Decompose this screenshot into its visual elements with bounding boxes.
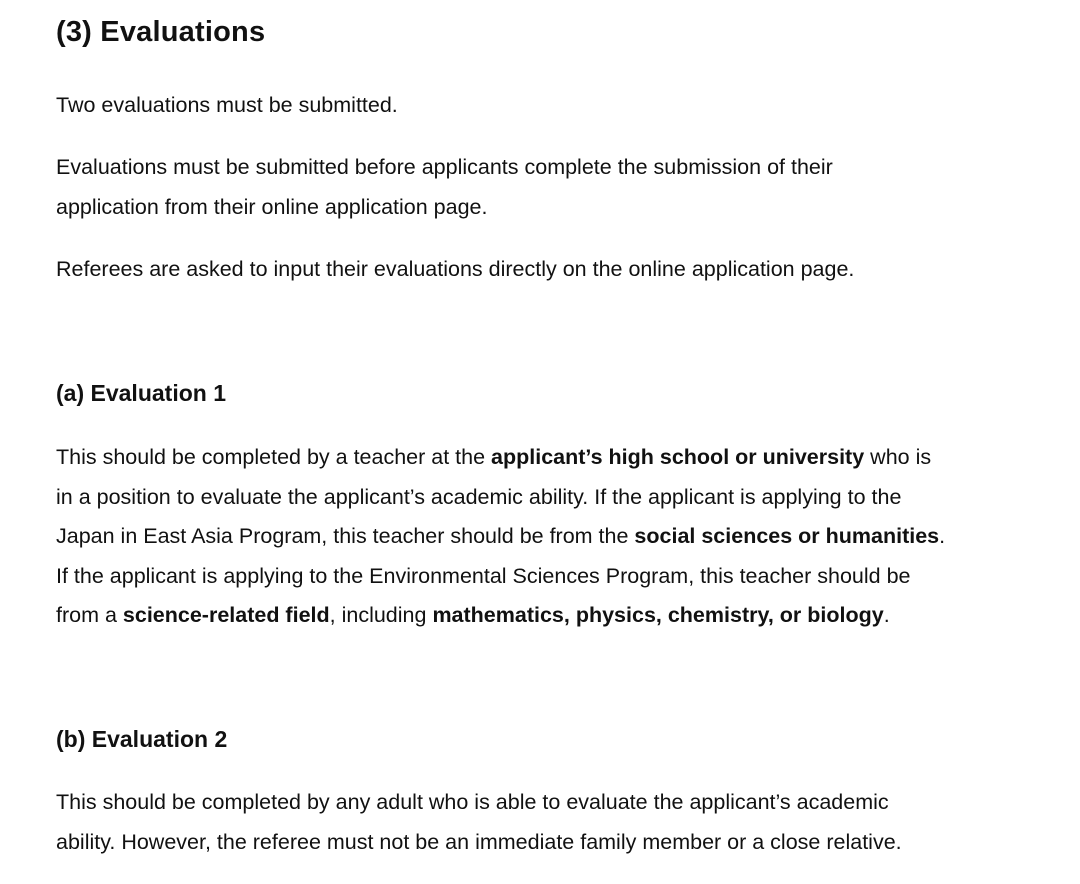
section-title: (3) Evaluations bbox=[56, 16, 266, 48]
evaluation-2-paragraph bbox=[56, 783, 1056, 862]
eval2-line-1: This should be completed by any adult who is able to evaluate the applicant’s academic bbox=[56, 790, 889, 814]
intro-p2-line2: application from their online application page. bbox=[56, 194, 488, 219]
eval1-l1-bold: applicant’s high school or university bbox=[491, 445, 865, 469]
intro-p3-text: Referees are asked to input their evaluations directly on the online application page. bbox=[56, 257, 855, 281]
evaluation-2-heading: (b) Evaluation 2 bbox=[56, 726, 228, 752]
eval1-l3-c: . bbox=[939, 524, 946, 548]
eval2-line-2: ability. However, the referee must not be an immediate family member or a close relative. bbox=[56, 829, 902, 854]
intro-paragraph-1 bbox=[56, 86, 1056, 126]
eval1-l5-c: , including bbox=[329, 603, 433, 627]
eval1-l5-bold-1: science-related field bbox=[122, 603, 330, 627]
eval1-line-3 bbox=[56, 517, 1056, 557]
eval1-l1-c: who is bbox=[864, 445, 932, 469]
intro-paragraph-2 bbox=[56, 148, 1056, 227]
intro-p2-line1: Evaluations must be submitted before applicants complete the submission of their bbox=[56, 155, 833, 179]
intro-paragraph-3 bbox=[56, 250, 1056, 290]
eval1-line-5 bbox=[56, 596, 1056, 636]
eval1-l5-e: . bbox=[883, 603, 890, 627]
eval1-l5-a: from a bbox=[56, 603, 123, 627]
eval1-l5-bold-2: mathematics, physics, chemistry, or biology bbox=[432, 603, 884, 627]
eval1-l3-bold: social sciences or humanities bbox=[634, 524, 940, 548]
eval1-l1-a: This should be completed by a teacher at the bbox=[56, 445, 492, 469]
eval1-l3-a: Japan in East Asia Program, this teacher should be from the bbox=[56, 524, 635, 548]
eval1-line-4: If the applicant is applying to the Environmental Sciences Program, this teacher should be bbox=[56, 563, 911, 588]
eval1-line-1 bbox=[56, 438, 1056, 478]
evaluation-1-heading: (a) Evaluation 1 bbox=[56, 380, 226, 406]
evaluation-1-paragraph bbox=[56, 438, 1056, 636]
eval1-line-2: in a position to evaluate the applicant’s academic ability. If the applicant is applying to the bbox=[56, 484, 902, 509]
intro-p1-text: Two evaluations must be submitted. bbox=[56, 93, 398, 117]
